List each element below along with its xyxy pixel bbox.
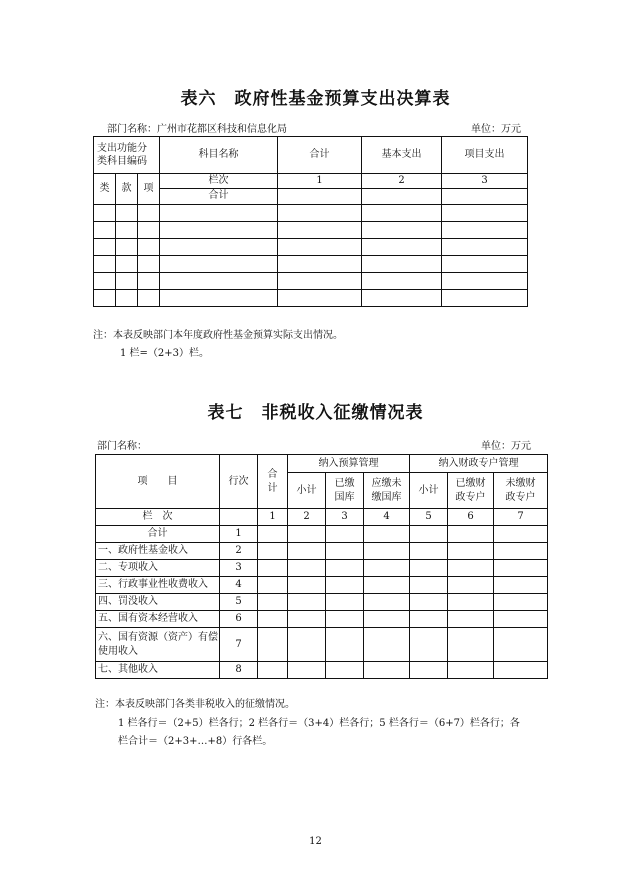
header-subtotal: 小计: [288, 473, 326, 509]
table-cell: [442, 238, 528, 255]
table-row: [96, 577, 548, 594]
table-cell: [326, 560, 364, 577]
header-lanci: 栏 次: [96, 509, 220, 526]
table-row: [94, 255, 528, 272]
table-cell: [288, 594, 326, 611]
col-number-4: 4: [364, 509, 410, 526]
table-cell: [258, 577, 288, 594]
table6-title: 表六 政府性基金预算支出决算表: [180, 89, 451, 109]
table-cell: [160, 204, 278, 221]
table-cell: [278, 188, 362, 204]
table-cell: [94, 255, 116, 272]
table7-note-3: 栏合计＝（2+3+…+8）行各栏。: [118, 736, 273, 747]
table-cell: [116, 238, 138, 255]
table-cell: [442, 272, 528, 289]
table-row: [96, 543, 548, 560]
table-cell: [326, 628, 364, 662]
table-cell: [410, 628, 448, 662]
table-cell: [494, 577, 548, 594]
table-cell: [278, 289, 362, 306]
table-cell: [362, 221, 442, 238]
header-budget-group: 纳入预算管理: [288, 455, 410, 473]
row-label: 四、罚没收入: [96, 594, 220, 611]
table-row: [94, 204, 528, 221]
table-cell: [278, 272, 362, 289]
table-cell: [448, 543, 494, 560]
header-xiang: 项: [138, 174, 160, 205]
table-cell: [410, 560, 448, 577]
table7: [95, 454, 548, 679]
table-cell: [448, 594, 494, 611]
table-cell: [364, 662, 410, 679]
header-unpaid-fiscal: 未缴财政专户: [494, 473, 548, 509]
table-cell: [94, 289, 116, 306]
table-cell: [494, 594, 548, 611]
table-cell: [326, 662, 364, 679]
table-row: [94, 289, 528, 306]
table-cell: [326, 594, 364, 611]
table-cell: [364, 543, 410, 560]
table-cell: [94, 272, 116, 289]
table-cell: [160, 289, 278, 306]
row-number: 1: [220, 526, 258, 543]
row-label: 五、国有资本经营收入: [96, 611, 220, 628]
table-cell: [326, 526, 364, 543]
table-cell: [138, 221, 160, 238]
header-project: 项目支出: [442, 137, 528, 174]
table-cell: [94, 221, 116, 238]
table6-note-1: 注：本表反映部门本年度政府性基金预算实际支出情况。: [93, 330, 343, 341]
header-subject-name: 科目名称: [160, 137, 278, 174]
header-paid-treasury: 已缴国库: [326, 473, 364, 509]
table-cell: [364, 594, 410, 611]
table-cell: [288, 662, 326, 679]
table6-dept-name: 部门名称：广州市花都区科技和信息化局: [107, 124, 287, 135]
col-number-3: 3: [326, 509, 364, 526]
table-row: [96, 560, 548, 577]
table-cell: [258, 543, 288, 560]
table-cell: [448, 560, 494, 577]
col-number-1: 1: [258, 509, 288, 526]
table-cell: [288, 560, 326, 577]
table-cell: [448, 611, 494, 628]
table-cell: [410, 611, 448, 628]
table-cell: [138, 238, 160, 255]
table-cell: [364, 611, 410, 628]
table-cell: [116, 272, 138, 289]
table-cell: [138, 289, 160, 306]
table-cell: [138, 272, 160, 289]
row-total-label: 合计: [160, 188, 278, 204]
col-number-5: 5: [410, 509, 448, 526]
table-cell: [410, 594, 448, 611]
col-number-2: 2: [288, 509, 326, 526]
row-number: 5: [220, 594, 258, 611]
header-kuan: 款: [116, 174, 138, 205]
table-cell: [160, 255, 278, 272]
table-cell: [278, 221, 362, 238]
table7-title: 表七 非税收入征缴情况表: [207, 403, 424, 423]
table-cell: [364, 560, 410, 577]
col-number-1: 1: [278, 174, 362, 189]
table-cell: [494, 526, 548, 543]
table-cell: [326, 543, 364, 560]
row-number: 7: [220, 628, 258, 662]
col-number-3: 3: [442, 174, 528, 189]
row-label: 六、国有资源（资产）有偿使用收入: [96, 628, 220, 662]
table-cell: [442, 221, 528, 238]
table-cell: [442, 255, 528, 272]
table-cell: [258, 560, 288, 577]
table-cell: [364, 577, 410, 594]
table-cell: [362, 289, 442, 306]
table-cell: [364, 628, 410, 662]
header-code-group: 支出功能分类科目编码: [94, 137, 160, 174]
row-number: 8: [220, 662, 258, 679]
row-label: 一、政府性基金收入: [96, 543, 220, 560]
table-cell: [258, 662, 288, 679]
table6-unit: 单位：万元: [471, 124, 521, 135]
table-cell: [410, 543, 448, 560]
header-total: 合计: [278, 137, 362, 174]
table-cell: [116, 204, 138, 221]
table-cell: [288, 543, 326, 560]
table-cell: [220, 509, 258, 526]
row-number: 4: [220, 577, 258, 594]
table-cell: [442, 204, 528, 221]
table-cell: [362, 188, 442, 204]
table-cell: [448, 577, 494, 594]
table-row: [94, 272, 528, 289]
table-cell: [258, 526, 288, 543]
table-cell: [288, 577, 326, 594]
row-label: 七、其他收入: [96, 662, 220, 679]
row-label: 合计: [96, 526, 220, 543]
table-row: [96, 662, 548, 679]
table-cell: [442, 289, 528, 306]
table-cell: [116, 221, 138, 238]
table7-unit: 单位：万元: [481, 441, 531, 452]
table-cell: [160, 238, 278, 255]
header-row-no: 行次: [220, 455, 258, 509]
col-number-6: 6: [448, 509, 494, 526]
header-paid-fiscal: 已缴财政专户: [448, 473, 494, 509]
header-lei: 类: [94, 174, 116, 205]
table-cell: [362, 255, 442, 272]
row-label: 二、专项收入: [96, 560, 220, 577]
table-cell: [448, 662, 494, 679]
row-number: 3: [220, 560, 258, 577]
row-number: 6: [220, 611, 258, 628]
table-cell: [362, 272, 442, 289]
table-cell: [160, 272, 278, 289]
table-cell: [116, 255, 138, 272]
row-number: 2: [220, 543, 258, 560]
table-cell: [278, 238, 362, 255]
header-unpaid-treasury: 应缴未缴国库: [364, 473, 410, 509]
table-row: [96, 526, 548, 543]
table-cell: [258, 628, 288, 662]
table-cell: [494, 628, 548, 662]
table-row: [94, 238, 528, 255]
table-cell: [138, 255, 160, 272]
table-cell: [494, 662, 548, 679]
table-cell: [494, 560, 548, 577]
table-row: [94, 221, 528, 238]
table-cell: [326, 577, 364, 594]
table-cell: [138, 204, 160, 221]
table-cell: [94, 238, 116, 255]
table6: [93, 136, 528, 307]
table-cell: [258, 594, 288, 611]
table-cell: [160, 221, 278, 238]
table-cell: [410, 662, 448, 679]
table-cell: [278, 204, 362, 221]
table-cell: [288, 526, 326, 543]
table-cell: [442, 188, 528, 204]
header-total: 合计: [258, 455, 288, 509]
table-cell: [362, 238, 442, 255]
table-cell: [326, 611, 364, 628]
header-fiscal-group: 纳入财政专户管理: [410, 455, 548, 473]
table-cell: [410, 577, 448, 594]
table-row: [96, 628, 548, 662]
table6-note-2: 1 栏=（2+3）栏。: [120, 348, 210, 359]
table-cell: [288, 611, 326, 628]
table-cell: [94, 204, 116, 221]
table-cell: [448, 628, 494, 662]
table-cell: [116, 289, 138, 306]
table7-note-1: 注：本表反映部门各类非税收入的征缴情况。: [95, 699, 295, 710]
table-cell: [278, 255, 362, 272]
table7-dept-name: 部门名称：: [97, 441, 147, 452]
table-cell: [494, 611, 548, 628]
table-cell: [448, 526, 494, 543]
table-row: [96, 611, 548, 628]
table-row: [96, 594, 548, 611]
table-cell: [258, 611, 288, 628]
table-cell: [494, 543, 548, 560]
header-lanci: 栏次: [160, 174, 278, 189]
header-basic: 基本支出: [362, 137, 442, 174]
table-cell: [362, 204, 442, 221]
header-item: 项 目: [96, 455, 220, 509]
col-number-2: 2: [362, 174, 442, 189]
page-number: 12: [309, 836, 322, 847]
row-label: 三、行政事业性收费收入: [96, 577, 220, 594]
table-cell: [364, 526, 410, 543]
table-cell: [288, 628, 326, 662]
col-number-7: 7: [494, 509, 548, 526]
header-subtotal-2: 小计: [410, 473, 448, 509]
table-cell: [410, 526, 448, 543]
table7-note-2: 1 栏各行＝（2+5）栏各行；2 栏各行＝（3+4）栏各行；5 栏各行＝（6+7）栏各行；各: [118, 718, 520, 729]
